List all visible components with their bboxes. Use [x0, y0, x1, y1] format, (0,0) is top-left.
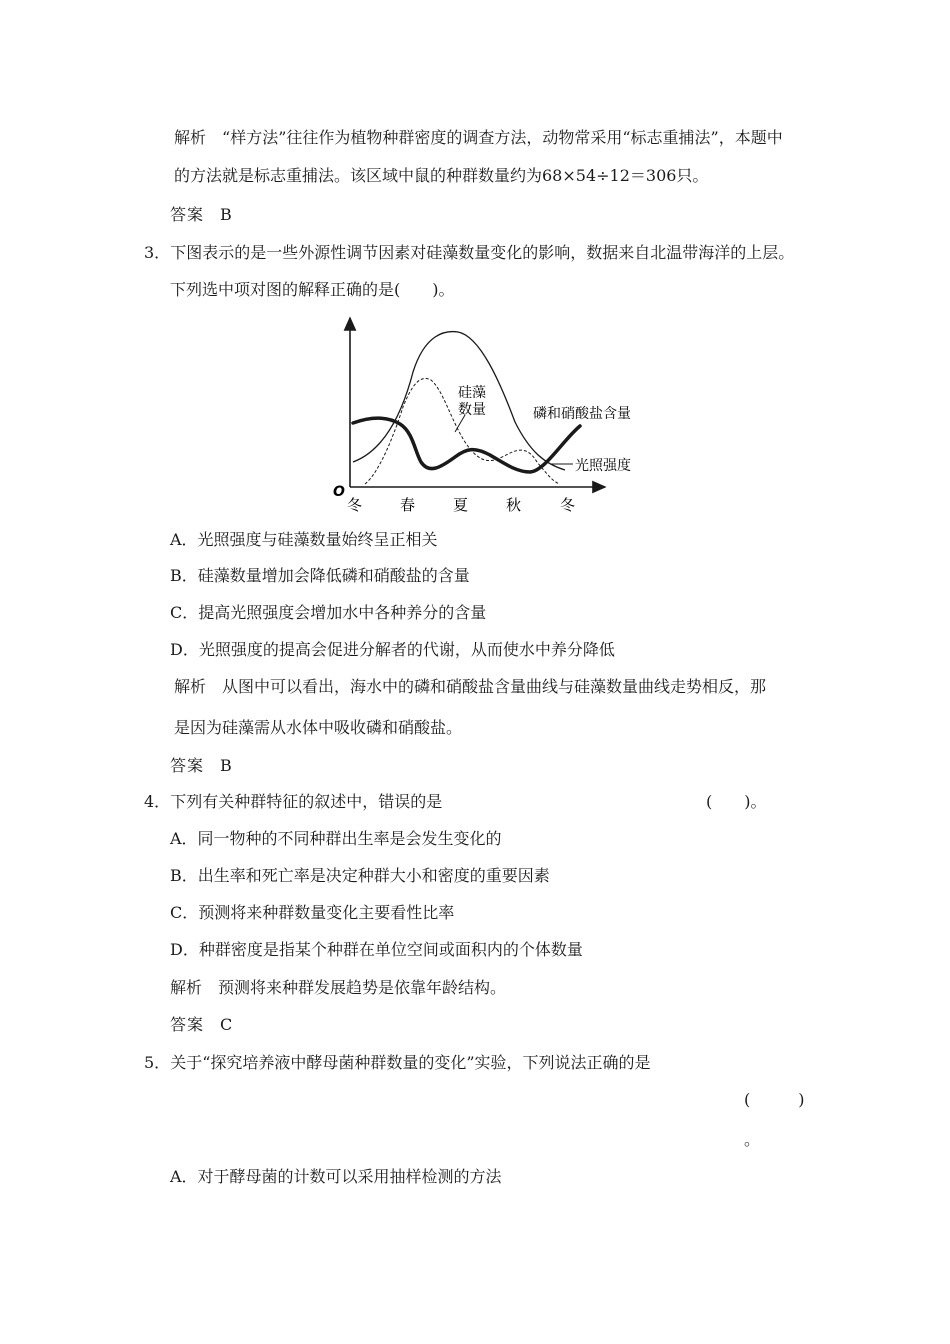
q3-analysis-text-1: 从图中可以看出，海水中的磷和硝酸盐含量曲线与硅藻数量曲线走势相反，那: [222, 677, 767, 696]
q3-answer-value: B: [220, 756, 232, 775]
q4-analysis-label: 解析: [170, 978, 203, 997]
q3-figure: [325, 312, 655, 522]
q5-stem-text: 关于“探究培养液中酵母菌种群数量的变化”实验，下列说法正确的是: [170, 1053, 651, 1072]
q3-stem-text-1: 下图表示的是一些外源性调节因素对硅藻数量变化的影响，数据来自北温带海洋的上层。: [170, 243, 795, 262]
q2-analysis-line2: 的方法就是标志重捕法。该区域中鼠的种群数量约为68×54÷12＝306只。: [174, 166, 709, 185]
q3-answer: [170, 756, 232, 776]
nutrient-curve: [353, 418, 580, 472]
q3-number: 3．: [144, 243, 171, 262]
nutrient-label: 磷和硝酸盐含量: [533, 406, 631, 422]
season-label-2: 春: [400, 496, 416, 514]
q4-stem-text: 下列有关种群特征的叙述中，错误的是: [170, 792, 443, 811]
q4-analysis: [170, 978, 506, 998]
diatom-label-line2: 数量: [458, 402, 486, 418]
q2-analysis-text-1: “样方法”往往作为植物种群密度的调查方法，动物常采用“标志重捕法”，本题中: [222, 128, 783, 147]
q2-analysis-label: 解析: [174, 128, 207, 147]
q2-answer-value: B: [220, 205, 232, 224]
q3-option-c: C．提高光照强度会增加水中各种养分的含量: [170, 603, 487, 622]
q3-analysis-line2: 是因为硅藻需从水体中吸收磷和硝酸盐。: [174, 718, 463, 737]
q4-option-c: C．预测将来种群数量变化主要看性比率: [170, 903, 455, 922]
q2-answer: [170, 205, 232, 225]
q5-number: 5．: [144, 1053, 171, 1072]
q3-stem-line2: 下列选中项对图的解释正确的是( )。: [170, 280, 455, 299]
q5-period: 。: [744, 1130, 761, 1149]
q3-analysis-label: 解析: [174, 677, 207, 696]
origin-label: O: [333, 484, 345, 500]
q3-stem-line1: [144, 243, 794, 263]
q4-answer-label: 答案: [170, 1015, 205, 1034]
diatom-label-line1: 硅藻: [458, 385, 486, 401]
q2-answer-label: 答案: [170, 205, 205, 224]
q3-analysis-line1: [174, 677, 766, 697]
q4-stem: [144, 792, 442, 812]
q2-analysis-line1: [174, 128, 783, 148]
q3-answer-label: 答案: [170, 756, 205, 775]
season-label-4: 秋: [506, 496, 522, 514]
q4-answer: [170, 1015, 232, 1035]
q4-analysis-text: 预测将来种群发展趋势是依靠年龄结构。: [218, 978, 507, 997]
q3-option-d: D．光照强度的提高会促进分解者的代谢，从而使水中养分降低: [170, 640, 615, 659]
q4-bracket: ( )。: [706, 792, 767, 811]
q4-option-d: D．种群密度是指某个种群在单位空间或面积内的个体数量: [170, 940, 583, 959]
q4-answer-value: C: [220, 1015, 233, 1034]
q5-option-a: A．对于酵母菌的计数可以采用抽样检测的方法: [170, 1167, 502, 1186]
q3-option-a: A．光照强度与硅藻数量始终呈正相关: [170, 530, 438, 549]
q5-stem: [144, 1053, 651, 1073]
q4-option-a: A．同一物种的不同种群出生率是会发生变化的: [170, 829, 502, 848]
q4-option-b: B．出生率和死亡率是决定种群大小和密度的重要因素: [170, 866, 550, 885]
q3-option-b: B．硅藻数量增加会降低磷和硝酸盐的含量: [170, 566, 470, 585]
season-label-1: 冬: [347, 496, 363, 514]
light-label: 光照强度: [575, 458, 631, 474]
q5-bracket: ( ): [744, 1090, 805, 1109]
q4-number: 4．: [144, 792, 171, 811]
season-label-3: 夏: [453, 496, 469, 514]
season-label-5: 冬: [560, 496, 576, 514]
